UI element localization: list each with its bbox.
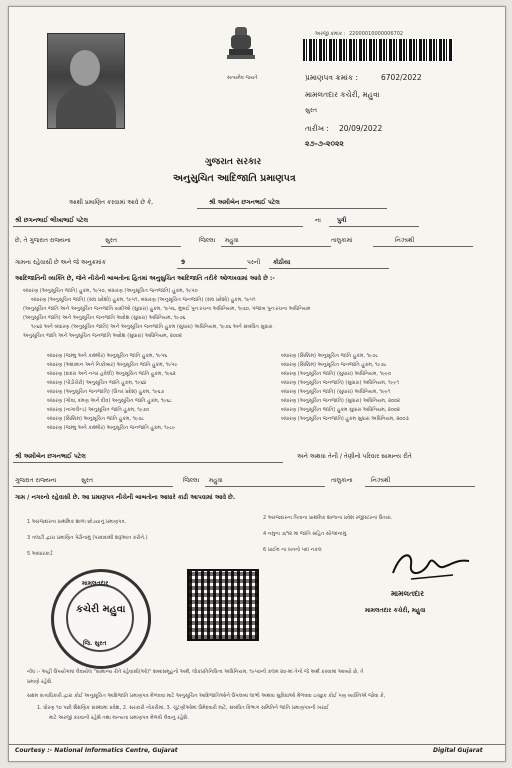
signature-icon [383,545,473,585]
clause-text: આદિજાતિની વ્યક્તિ છે, જેને નીચેની બાબતોના હિતમાં અનુસુચિત આદિજાતિ તરીકે ઓળખવામાં આવે છે :- [15,275,275,282]
document-item: 3 તલાટી દ્વારા પ્રમાણિત પેઢીનામું (પરદાદાથી શરૂઆત કરીને.) [27,535,148,541]
document-item: 4 નમુના ૭/૧૨ માં જાતિ સહિત સોગંદનામું. [263,531,348,537]
office-seal [51,569,151,669]
document-item: 6 પ્રાઈમ ના ખતનો પદાં નકલ [263,547,322,553]
order-left: બંધારણ (જમ્મુ અને કાશ્મીર) અનુસૂચિત જનજાતિ હુકમ, ૧૯૮૯ [47,425,176,431]
village-label: તાલુકામાં [331,237,353,244]
note-line: નોંધ :- અહીં ઉપયોગમાં લેવાયેલ "સામાન્ય રીતે રહેવાસી(ઓ)" શબ્દસમૂહનો અર્થ, લોકપ્રતિનિધિત્વ અધિનિયમ, ૧૯૫૦ની કલમ ૨૦-માં તેનો જે અર્થ કરવામાં આવ્યો છે, તે [27,669,364,675]
residence-district: સુરત [81,477,93,484]
family-residence-text: અને અથવા તેની / તેણીનો પરિવાર સામાન્ય રીતે [297,453,412,460]
barcode [303,39,453,61]
qr-code [187,569,259,641]
order-left: બંધારણ (અનુસૂચિત જનજાતિ) (ઉત્તર પ્રદેશ) હુકમ, ૧૯૬૭ [47,389,165,395]
residence-district-label: જિલ્લા [183,477,200,484]
relation: પુત્રી [337,217,347,224]
document-item: 1 અરજદારના પ્રાથમિક શાળા છોડયાનું પ્રમાણપત્ર. [27,519,127,525]
note-line: સક્ષમ સત્તાધિકારી દ્વારા કોઈ અનુસૂચિત આદિજાતિ પ્રમાણપત્ર મેળવવા માટે અનુસૂચિત આદિજાતિઓને ઉપલબ્ધ લાભો અથવા સુવિધાઓ મેળવવા ઇચ્છુક કોઈ પણ વ્યક્તિએ જોવા કે, [27,693,386,699]
certificate-number-value: 6702/2022 [381,73,422,82]
order-left: બંધારણ (સિક્કિમ) અનુસૂચિત જાતિ હુકમ, ૧૯૭૮ [47,416,145,422]
order-right: બંધારણ (અનુસૂચિત જાતિ) (સુધારા) અધિનિયમ, ૧૯૯૦ [281,371,391,377]
taluka: મહુવા [225,237,239,244]
fine-line: બંધારણ (અનુસૂચિત જાતિ) હુકમ, ૧૯૫૦, બંધારણ (અનુસૂચિત જનજાતિ) હુકમ, ૧૯૫૦ [23,288,198,294]
order-right: બંધારણ (અનુસૂચિત જાતિ) (સુધારા) અધિનિયમ, ૧૯૯૧ [281,389,391,395]
community-label: ગામના રહેવાસી છે અને જે અનુક્રમાંક [15,259,106,266]
intro-text: આથી પ્રમાણિત કરવામાં આવે છે કે, [69,199,154,206]
order-left: બંધારણ (અંદામાન અને નિકોબાર) અનુસૂચિત જાતિ હુકમ, ૧૯૫૯ [47,362,178,368]
footer-brand: Digital Gujarat [433,747,483,754]
date-value: 20/09/2022 [339,124,383,133]
document-item: 5 આધારકાર્ડ [27,551,53,557]
state-label: છે, તે ગુજરાત રાજ્યના [15,237,71,244]
order-left: બંધારણ (દાદરા અને નગર હવેલી) અનુસૂચિત જાતિ હુકમ, ૧૯૬૨ [47,371,176,377]
father-name: શ્રી છગનભાઈ ભીખાભાઈ પટેલ [15,217,89,224]
order-left: બંધારણ (પોંડીચેરી) અનુસૂચિત જાતિ હુકમ, ૧૯૬૪ [47,380,147,386]
certificate-number-label: પ્રમાણપત્ર ક્રમાંક : [305,73,359,82]
signatory-designation: મામલતદાર [391,589,424,598]
closing-text: ગામ / નગરનો રહેવાસી છે. આ પ્રમાણપત્ર નીચેની બાબતોના આધારે કાઢી આપવામાં આવે છે. [15,494,236,501]
order-left: બંધારણ (જમ્મુ અને કાશ્મીર) અનુસૂચિત જાતિ હુકમ, ૧૯૫૬ [47,353,168,359]
seal-top-text: મામલતદાર [82,580,109,587]
order-right: બંધારણ (અનુસૂચિત જનજાતિ) (સુધારા) અધિનિયમ, ૧૯૯૧ [281,380,399,386]
fine-line: અનુસૂચિત જાતિ અને અનુસૂચિત જનજાતિ આદેશ (સુધારા) અધિનિયમ, ૨૦૦૨ [23,333,182,339]
relation-suffix: ના [315,217,321,224]
application-no-value: 22000010000006702 [349,31,404,37]
order-right: બંધારણ (સિક્કિમ) અનુસૂચિત જનજાતિ હુકમ, ૧૯૭૮ [281,362,387,368]
residence-taluka-label: તાલુકાના [331,477,353,484]
seal-center-text: કચેરી મહુવા [76,604,126,615]
residence-state: ગુજરાત રાજ્યના [15,477,57,484]
village: નિઝાથી [395,237,415,244]
order-left: બંધારણ (નાગાલેન્ડ) અનુસૂચિત જાતિ હુકમ, ૧૯૭૦ [47,407,150,413]
document-item: 2 અરજદારના પિતાના પ્રાથમિક શાળાના પ્રવેશ રજીસ્ટરનાં ઉતારા. [263,515,393,521]
certificate-title: અનુસુચિત આદિજાતિ પ્રમાણપત્ર [173,173,296,184]
order-right: બંધારણ (અનુસૂચિત જનજાતિ) હુકમ સુધારા અધિનિયમ, ૨૦૦૩ [281,416,409,422]
district: સુરત [105,237,117,244]
applicant-photo [47,33,125,129]
serial-number: 9 [181,259,186,266]
order-right: બંધારણ (અનુસૂચિત જાતિ) હુકમ સુધારા અધિનિયમ, ૨૦૦૨ [281,407,400,413]
note-line: માટે અરજી કરવાની રહેશે તથા માન્યતા પ્રમાણપત્ર મેળવી લેવાનું રહેશે. [49,715,189,721]
order-right: બંધારણ (અનુસૂચિત જનજાતિ) (સુધારા) અધિનિયમ, ૨૦૦૨ [281,398,400,404]
application-no-label: અરજી ક્રમાંક : [315,31,346,37]
taluka-label: જિલ્લા [199,237,216,244]
residence-village: નિઝાથી [371,477,391,484]
order-right: બંધારણ (સિક્કિમ) અનુસૂચિત જાતિ હુકમ, ૧૯૭૮ [281,353,379,359]
order-left: બંધારણ (ગોવા, દમણ અને દીવ) અનુસૂચિત જાતિ હુકમ, ૧૯૬૮ [47,398,172,404]
applicant-name: શ્રી અમીબેન છગનભાઈ પટેલ [209,199,280,206]
issuing-city: સુરત [305,107,317,114]
note-line: પ્રમાણે રહેશે. [27,679,53,685]
fine-line: (અનુસૂચિત જાતિ) અને અનુસૂચિત જનજાતિ આદેશ (સુધારા) અધિનિયમ, ૧૯૭૬ [23,315,186,321]
residence-taluka: મહુવા [209,477,223,484]
emblem-caption: સત્યમેવ જયતે [227,75,258,81]
footer-courtesy: Courtesy :- National Informatics Centre, Gujarat [15,747,178,754]
national-emblem-icon [221,25,261,73]
applicant-name-2: શ્રી અમીબેન છગનભાઈ પટેલ [15,453,86,460]
fine-line: ૧૯૬૨ અને બંધારણ (અનુસૂચિત જાતિ) અને અનુસૂચિત જનજાતિ હુકમ (સુધારા) અધિનિયમ, ૧૯૭૬ અને સંબંધિત સુધારા [31,324,273,330]
fine-line: બંધારણ (અનુસૂચિત જાતિ) (સંઘ પ્રદેશો) હુકમ, ૧૯૫૧, બંધારણ (અનુસૂચિત જનજાતિ) (સંઘ પ્રદેશો) હુકમ, ૧૯૫૧ [31,297,256,303]
handwritten-date: ૨૭-૭-૨૦૨૨ [305,139,344,148]
tribe-label: પરની [247,259,261,266]
fine-line: (અનુસૂચિત જાતિ અને અનુસૂચિત જનજાતિ યાદીઓ (સુધારા) હુકમ, ૧૯૫૬, મુંબઈ પુનઃરચના અધિનિયમ, ૧૯૬૦, પંજાબ પુનઃરચના અધિનિયમ [23,306,311,312]
note-line: 1. ધોરણ ૧૦ પછી શૈક્ષણિક સંસ્થામાં પ્રવેશ, 2. સરકારી નોકરીમાં, 3. ચૂંટણીઓમાં ઉમેદવારી માટે, સંબંધિત વિભાગ સમિતિને જાતિ પ્રમાણપત્રની ખરાઈ [37,705,329,711]
signatory-office: મામલતદાર કચેરી, મહુવા [365,607,426,614]
seal-bottom-text: જિ. સુરત [83,640,107,647]
government-title: ગુજરાત સરકાર [205,157,262,167]
date-label: તારીખ : [305,124,329,133]
issuing-office: મામલતદાર કચેરી, મહુવા [305,90,380,99]
certificate-page [8,6,506,762]
tribe: કોઠીયા [273,259,291,266]
